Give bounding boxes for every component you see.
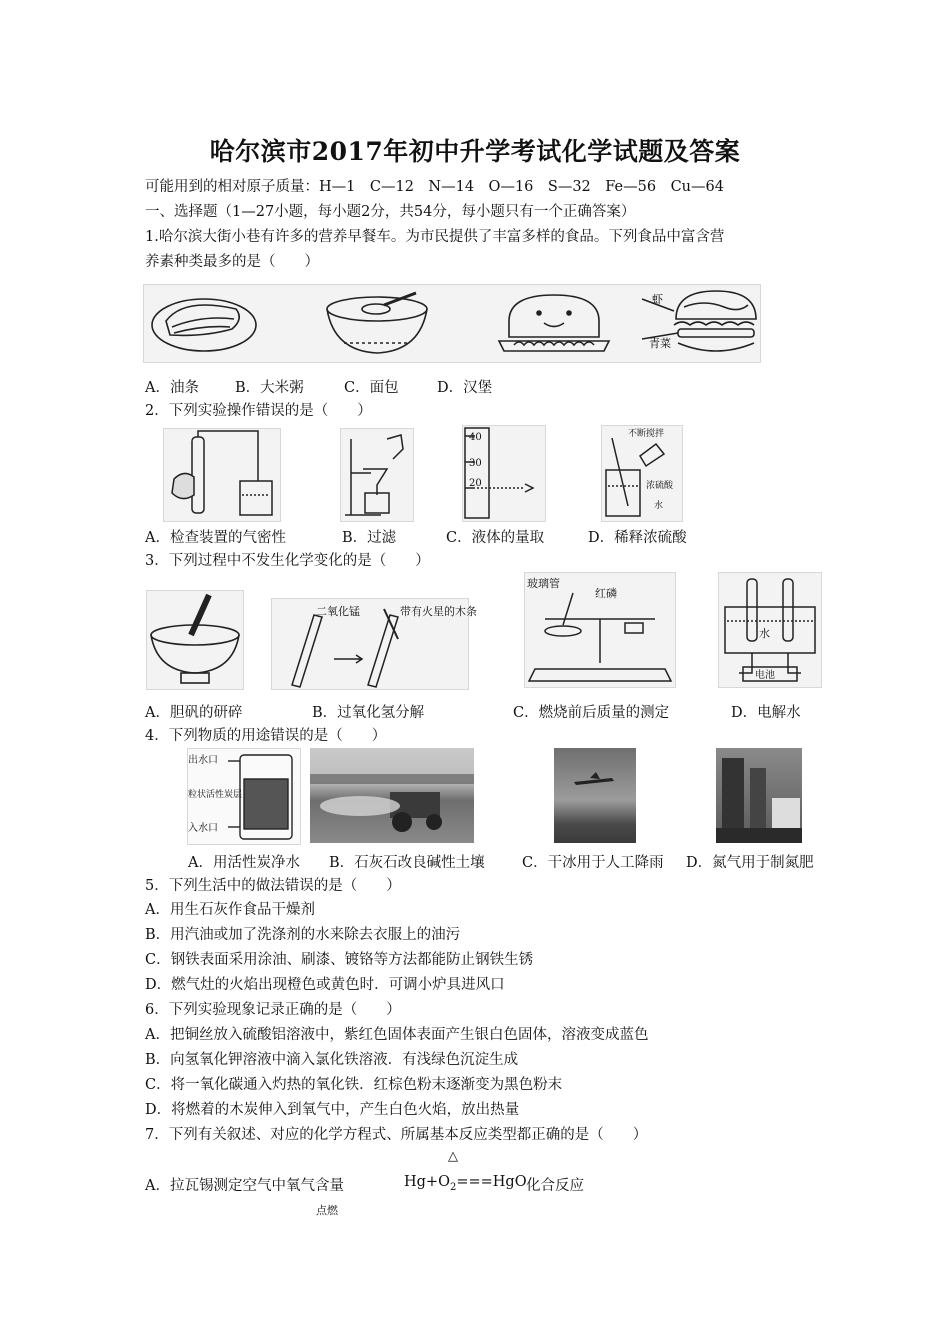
- q3-stem: 3．下列过程中不发生化学变化的是（ ）: [145, 553, 430, 569]
- eq-post: ===HgO: [456, 1174, 527, 1190]
- q6-option-c[interactable]: C．将一氧化碳通入灼热的氧化铁．红棕色粉末逐渐变为黑色粉末: [145, 1077, 563, 1093]
- label-red-phosphorus: 红磷: [595, 587, 617, 600]
- tick-30: 30: [469, 458, 482, 469]
- q1-option-c[interactable]: C．面包: [344, 380, 399, 396]
- q4-photo-factory: [716, 748, 802, 843]
- q4-option-b[interactable]: B．石灰石改良碱性土壤: [329, 855, 485, 871]
- q4-photo-aircraft: [554, 748, 636, 843]
- tick-20: 20: [469, 478, 482, 489]
- q4-option-a[interactable]: A．用活性炭净水: [188, 855, 300, 871]
- q3-option-d[interactable]: D．电解水: [731, 705, 801, 721]
- q5-option-c[interactable]: C．钢铁表面采用涂油、刷漆、镀铬等方法都能防止钢铁生锈: [145, 952, 534, 968]
- q7-option-a-type: 化合反应: [526, 1178, 584, 1194]
- q3-option-a[interactable]: A．胆矾的研碎: [145, 705, 243, 721]
- q7-condition-ignite: 点燃: [316, 1204, 338, 1217]
- rain-aircraft-image: [554, 748, 636, 843]
- q1-option-d[interactable]: D．汉堡: [437, 380, 493, 396]
- q1-stem-line1: 1.哈尔滨大街小巷有许多的营养早餐车。为市民提供了丰富多样的食品。下列食品中富含营: [145, 229, 725, 245]
- q4-option-c[interactable]: C．干冰用于人工降雨: [522, 855, 664, 871]
- tractor-field-image: [310, 748, 474, 843]
- label-battery: 电池: [755, 670, 775, 681]
- q2-option-c[interactable]: C．液体的量取: [446, 530, 545, 546]
- dilution-illustration: [602, 426, 682, 521]
- q1-option-b[interactable]: B．大米粥: [235, 380, 304, 396]
- q4-stem: 4．下列物质的用途错误的是（ ）: [145, 728, 387, 744]
- label-greens: 青菜: [649, 337, 671, 350]
- q7-stem: 7．下列有关叙述、对应的化学方程式、所属基本反应类型都正确的是（ ）: [145, 1127, 648, 1143]
- youtiao-image: [152, 299, 256, 351]
- measuring-cylinder-illustration: [463, 426, 545, 521]
- q1-stem-line2: 养素种类最多的是（ ）: [145, 254, 319, 270]
- label-shrimp: 虾: [652, 293, 663, 306]
- q4-photo-tractor: [310, 748, 474, 843]
- q7-option-a-text[interactable]: A．拉瓦锡测定空气中氧气含量: [145, 1178, 344, 1194]
- q7-condition-heat: △: [448, 1149, 458, 1164]
- q2-figure-dilution: [601, 425, 683, 522]
- q6-stem: 6．下列实验现象记录正确的是（ ）: [145, 1002, 401, 1018]
- eq-sub: 2: [449, 1181, 457, 1193]
- q5-option-a[interactable]: A．用生石灰作食品干燥剂: [145, 902, 315, 918]
- q5-stem: 5．下列生活中的做法错误的是（ ）: [145, 878, 401, 894]
- q3-figure-peroxide: [271, 598, 477, 690]
- q7-option-a-equation: [404, 1174, 527, 1193]
- q2-option-b[interactable]: B．过滤: [342, 530, 397, 546]
- porridge-bowl-image: [327, 293, 427, 353]
- label-glass-tube: 玻璃管: [527, 577, 560, 590]
- q1-food-figure: [143, 284, 761, 363]
- peroxide-illustration: [272, 599, 477, 689]
- q6-option-b[interactable]: B．向氢氧化钾溶液中滴入氯化铁溶液．有浅绿色沉淀生成: [145, 1052, 519, 1068]
- q3-option-b[interactable]: B．过氧化氢分解: [312, 705, 425, 721]
- q6-option-d[interactable]: D．将燃着的木炭伸入到氧气中，产生白色火焰，放出热量: [145, 1102, 520, 1118]
- q4-option-d[interactable]: D．氮气用于制氮肥: [686, 855, 814, 871]
- q3-figure-electrolysis: [718, 572, 822, 688]
- filtration-illustration: [341, 429, 413, 521]
- atomic-masses: 可能用到的相对原子质量：H—1 C—12 N—14 O—16 S—32 Fe—56 Cu—64: [145, 179, 724, 195]
- q1-option-a[interactable]: A．油条: [145, 380, 199, 396]
- label-mno2: 二氧化锰: [316, 605, 360, 618]
- section-heading: 一、选择题（1—27小题，每小题2分，共54分，每小题只有一个正确答案）: [145, 204, 636, 220]
- tick-40: 40: [469, 432, 482, 443]
- q2-option-d[interactable]: D．稀释浓硫酸: [588, 530, 687, 546]
- label-water-tank: 水: [759, 627, 770, 640]
- q3-figure-balance: [524, 572, 676, 688]
- label-stir: 不断搅拌: [628, 429, 665, 439]
- q6-option-a[interactable]: A．把铜丝放入硫酸铝溶液中，紫红色固体表面产生银白色固体，溶液变成蓝色: [145, 1027, 649, 1043]
- label-conc-acid: 浓硫酸: [646, 481, 674, 491]
- fertilizer-factory-image: [716, 748, 802, 843]
- q5-option-b[interactable]: B．用汽油或加了洗涤剂的水来除去衣服上的油污: [145, 927, 461, 943]
- bread-image: [499, 295, 609, 351]
- q4-figure-filter: [187, 748, 301, 845]
- mortar-illustration: [147, 591, 243, 689]
- eq-pre: Hg+O: [404, 1174, 450, 1190]
- electrolysis-illustration: [719, 573, 821, 687]
- q3-option-c[interactable]: C．燃烧前后质量的测定: [513, 705, 670, 721]
- balance-illustration: [525, 573, 675, 687]
- label-water: 水: [654, 501, 664, 511]
- carbon-filter-illustration: [188, 749, 300, 844]
- label-glowing-stick: 带有火星的木条: [400, 605, 477, 618]
- q3-figure-mortar: [146, 590, 244, 690]
- q2-option-a[interactable]: A．检查装置的气密性: [145, 530, 286, 546]
- label-carbon-layer: 粒状活性炭层: [188, 790, 243, 800]
- label-outlet: 出水口: [188, 755, 218, 766]
- q5-option-d[interactable]: D．燃气灶的火焰出现橙色或黄色时．可调小炉具进风口: [145, 977, 505, 993]
- page-title: 哈尔滨市2017年初中升学考试化学试题及答案: [209, 137, 741, 166]
- q2-stem: 2．下列实验操作错误的是（ ）: [145, 403, 372, 419]
- airtightness-illustration: [164, 429, 280, 521]
- q2-figure-airtightness: [163, 428, 281, 522]
- label-inlet: 入水口: [188, 823, 218, 834]
- food-illustrations: [144, 285, 760, 362]
- q2-figure-measuring: [462, 425, 546, 522]
- q2-figure-filtration: [340, 428, 414, 522]
